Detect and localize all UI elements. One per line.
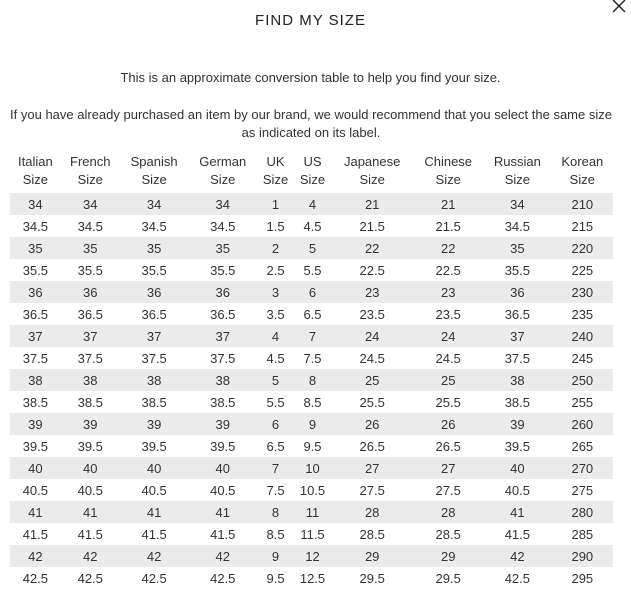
table-cell: 27.5: [359, 482, 385, 498]
table-cell: 37: [10, 325, 61, 347]
column-header-system: Japanese: [343, 154, 401, 169]
table-cell: 42.5: [22, 570, 48, 586]
table-cell: 35: [61, 237, 120, 259]
table-cell: 34.5: [210, 218, 236, 234]
table-cell: 21.5: [359, 218, 385, 234]
table-cell: 42.5: [141, 570, 167, 586]
column-header: [483, 153, 552, 193]
table-cell: 42: [10, 545, 61, 567]
table-cell: 12.5: [299, 570, 326, 586]
table-cell: 36.5: [504, 306, 530, 322]
table-cell: 35.5: [210, 262, 236, 278]
table-cell: 24: [413, 325, 483, 347]
column-header-system: Russian: [493, 154, 541, 169]
table-cell: 12: [294, 545, 331, 567]
table-cell: 8.5: [266, 526, 285, 542]
table-cell: 35.5: [504, 262, 530, 278]
table-cell: 24.5: [359, 350, 385, 366]
table-cell: 27: [331, 457, 413, 479]
table-cell: 25.5: [435, 394, 461, 410]
table-cell: 295: [571, 570, 594, 586]
column-header-system: Korean: [561, 154, 604, 169]
table-cell: 27: [413, 457, 483, 479]
table-cell: 42: [188, 545, 257, 567]
table-cell: 7.5: [266, 482, 285, 498]
table-cell: 25: [331, 369, 413, 391]
table-cell: 39: [483, 413, 552, 435]
column-header-unit: Size: [435, 172, 461, 187]
table-cell: 28.5: [435, 526, 461, 542]
table-cell: 40.5: [22, 482, 48, 498]
table-cell: 7.5: [303, 350, 322, 366]
table-cell: 9.5: [266, 570, 285, 586]
table-cell: 42.5: [210, 570, 236, 586]
table-cell: 250: [552, 369, 613, 391]
table-row: [10, 237, 613, 259]
table-cell: 1: [257, 193, 294, 215]
column-header-unit: Size: [299, 172, 326, 187]
table-cell: 220: [552, 237, 613, 259]
table-row: [10, 281, 613, 303]
column-header-system: German: [199, 154, 247, 169]
table-row: [10, 479, 613, 501]
table-cell: 24: [331, 325, 413, 347]
table-row: [10, 523, 613, 545]
table-cell: 40: [120, 457, 189, 479]
table-cell: 215: [571, 218, 594, 234]
table-cell: 40.5: [504, 482, 530, 498]
table-cell: 22: [413, 237, 483, 259]
table-cell: 275: [571, 482, 594, 498]
column-header-unit: Size: [569, 172, 595, 187]
table-cell: 29: [331, 545, 413, 567]
table-cell: 24.5: [435, 350, 461, 366]
table-cell: 22.5: [435, 262, 461, 278]
table-cell: 35.5: [77, 262, 103, 278]
table-cell: 37.5: [504, 350, 530, 366]
table-cell: 41: [188, 501, 257, 523]
table-cell: 37: [120, 325, 189, 347]
size-conversion-table: [10, 153, 613, 589]
table-cell: 41.5: [77, 526, 103, 542]
table-cell: 25: [413, 369, 483, 391]
table-cell: 38: [120, 369, 189, 391]
table-cell: 4: [294, 193, 331, 215]
table-cell: 26.5: [359, 438, 385, 454]
table-cell: 6: [294, 281, 331, 303]
table-cell: 37: [483, 325, 552, 347]
table-cell: 8.5: [303, 394, 322, 410]
table-cell: 37: [61, 325, 120, 347]
table-cell: 35.5: [22, 262, 48, 278]
header-row: [10, 153, 613, 193]
table-cell: 42.5: [77, 570, 103, 586]
table-cell: 28: [413, 501, 483, 523]
table-cell: 34.5: [77, 218, 103, 234]
table-cell: 36: [188, 281, 257, 303]
table-cell: 42.5: [504, 570, 530, 586]
column-header-unit: Size: [359, 172, 385, 187]
table-cell: 9: [257, 545, 294, 567]
table-cell: 28: [331, 501, 413, 523]
table-cell: 22.5: [359, 262, 385, 278]
table-cell: 35: [120, 237, 189, 259]
table-cell: 38.5: [141, 394, 167, 410]
table-body: [10, 193, 613, 589]
table-cell: 41.5: [141, 526, 167, 542]
column-header-unit: Size: [504, 172, 530, 187]
table-cell: 27.5: [435, 482, 461, 498]
table-cell: 35.5: [141, 262, 167, 278]
table-cell: 8: [294, 369, 331, 391]
table-row: [10, 457, 613, 479]
table-cell: 23: [331, 281, 413, 303]
table-row: [10, 369, 613, 391]
table-cell: 230: [552, 281, 613, 303]
table-cell: 5.5: [266, 394, 285, 410]
table-cell: 34: [483, 193, 552, 215]
table-row: [10, 545, 613, 567]
table-cell: 39: [61, 413, 120, 435]
table-cell: 34: [188, 193, 257, 215]
table-cell: 26.5: [435, 438, 461, 454]
table-cell: 36.5: [77, 306, 103, 322]
table-cell: 36.5: [22, 306, 48, 322]
table-cell: 11: [294, 501, 331, 523]
table-row: [10, 325, 613, 347]
table-cell: 36.5: [210, 306, 236, 322]
column-header-system: US: [303, 154, 322, 169]
column-header: [188, 153, 257, 193]
table-cell: 6: [257, 413, 294, 435]
table-cell: 34: [120, 193, 189, 215]
table-cell: 39.5: [22, 438, 48, 454]
table-cell: 41: [483, 501, 552, 523]
table-cell: 39.5: [77, 438, 103, 454]
column-header-system: Italian: [17, 154, 53, 169]
table-cell: 34.5: [504, 218, 530, 234]
table-cell: 2: [257, 237, 294, 259]
column-header-unit: Size: [22, 172, 48, 187]
table-cell: 39: [188, 413, 257, 435]
table-cell: 38.5: [77, 394, 103, 410]
table-cell: 23: [413, 281, 483, 303]
table-cell: 36: [61, 281, 120, 303]
table-row: [10, 501, 613, 523]
table-cell: 270: [552, 457, 613, 479]
table-cell: 21.5: [435, 218, 461, 234]
table-row: [10, 391, 613, 413]
table-cell: 40.5: [141, 482, 167, 498]
table-cell: 36: [483, 281, 552, 303]
table-row: [10, 259, 613, 281]
table-cell: 245: [571, 350, 594, 366]
table-cell: 9.5: [303, 438, 322, 454]
table-cell: 28.5: [359, 526, 385, 542]
table-cell: 34.5: [141, 218, 167, 234]
table-header: [10, 153, 613, 193]
intro-text: This is an approximate conversion table to help you find your size.: [120, 70, 501, 85]
table-cell: 6.5: [303, 306, 322, 322]
table-cell: 34.5: [22, 218, 48, 234]
table-cell: 26: [331, 413, 413, 435]
table-cell: 37.5: [141, 350, 167, 366]
table-cell: 290: [552, 545, 613, 567]
table-cell: 40: [483, 457, 552, 479]
table-cell: 40.5: [77, 482, 103, 498]
column-header: [257, 153, 294, 193]
column-header-unit: Size: [262, 172, 289, 187]
column-header-system: Spanish: [130, 154, 178, 169]
table-row: [10, 435, 613, 457]
table-cell: 4.5: [266, 350, 285, 366]
table-cell: 41: [10, 501, 61, 523]
table-cell: 2.5: [266, 262, 285, 278]
table-cell: 36: [120, 281, 189, 303]
column-header-system: Chinese: [424, 154, 473, 169]
table-cell: 21: [413, 193, 483, 215]
table-cell: 29.5: [359, 570, 385, 586]
table-cell: 38.5: [504, 394, 530, 410]
table-cell: 235: [571, 306, 594, 322]
table-cell: 5: [257, 369, 294, 391]
table-cell: 35: [10, 237, 61, 259]
table-cell: 29.5: [435, 570, 461, 586]
table-cell: 39: [120, 413, 189, 435]
table-cell: 255: [571, 394, 594, 410]
table-cell: 40: [188, 457, 257, 479]
table-row: [10, 193, 613, 215]
table-cell: 4: [257, 325, 294, 347]
column-header-unit: Size: [77, 172, 103, 187]
table-cell: 3.5: [266, 306, 285, 322]
recommendation-text: If you have already purchased an item by our brand, we would recommend that you select the same size as indicated on its label.: [10, 107, 612, 140]
table-cell: 260: [552, 413, 613, 435]
table-cell: 210: [552, 193, 613, 215]
table-cell: 40: [61, 457, 120, 479]
table-cell: 23.5: [435, 306, 461, 322]
table-cell: 36.5: [141, 306, 167, 322]
column-header-system: French: [70, 154, 111, 169]
table-cell: 21: [331, 193, 413, 215]
modal-title: FIND MY SIZE: [255, 12, 366, 29]
table-cell: 29: [413, 545, 483, 567]
table-row: [10, 567, 613, 589]
table-cell: 7: [257, 457, 294, 479]
table-cell: 38.5: [22, 394, 48, 410]
table-cell: 9: [294, 413, 331, 435]
table-cell: 42: [120, 545, 189, 567]
table-cell: 40: [10, 457, 61, 479]
table-cell: 38: [10, 369, 61, 391]
table-cell: 5: [294, 237, 331, 259]
table-row: [10, 413, 613, 435]
column-header: [331, 153, 413, 193]
table-cell: 285: [571, 526, 594, 542]
table-cell: 5.5: [303, 262, 322, 278]
column-header: [61, 153, 120, 193]
table-cell: 42: [483, 545, 552, 567]
table-cell: 41: [61, 501, 120, 523]
table-cell: 40.5: [210, 482, 236, 498]
column-header-unit: Size: [141, 172, 167, 187]
column-header: [120, 153, 189, 193]
table-cell: 280: [552, 501, 613, 523]
table-cell: 10: [294, 457, 331, 479]
table-cell: 225: [571, 262, 594, 278]
column-header-system: UK: [266, 154, 285, 169]
column-header: [10, 153, 61, 193]
table-cell: 265: [571, 438, 594, 454]
table-cell: 11.5: [300, 526, 325, 542]
table-cell: 23.5: [359, 306, 385, 322]
table-cell: 25.5: [359, 394, 385, 410]
table-cell: 41.5: [210, 526, 236, 542]
table-cell: 37.5: [210, 350, 236, 366]
table-cell: 26: [413, 413, 483, 435]
column-header: [294, 153, 331, 193]
table-cell: 34: [61, 193, 120, 215]
table-cell: 7: [294, 325, 331, 347]
table-cell: 39.5: [504, 438, 530, 454]
table-cell: 37: [188, 325, 257, 347]
table-cell: 41: [120, 501, 189, 523]
column-header: [552, 153, 613, 193]
table-cell: 240: [552, 325, 613, 347]
table-cell: 39.5: [141, 438, 167, 454]
table-row: [10, 215, 613, 237]
table-cell: 39.5: [210, 438, 236, 454]
table-cell: 1.5: [266, 218, 285, 234]
table-cell: 4.5: [303, 218, 322, 234]
table-cell: 41.5: [504, 526, 530, 542]
table-cell: 3: [257, 281, 294, 303]
table-cell: 42: [61, 545, 120, 567]
table-cell: 10.5: [299, 482, 326, 498]
table-cell: 37.5: [22, 350, 48, 366]
table-cell: 35: [188, 237, 257, 259]
table-cell: 22: [331, 237, 413, 259]
table-cell: 8: [257, 501, 294, 523]
column-header: [413, 153, 483, 193]
column-header-unit: Size: [210, 172, 236, 187]
table-cell: 35: [483, 237, 552, 259]
table-cell: 38: [61, 369, 120, 391]
table-cell: 38.5: [210, 394, 236, 410]
table-cell: 37.5: [77, 350, 103, 366]
table-cell: 38: [188, 369, 257, 391]
table-cell: 38: [483, 369, 552, 391]
table-cell: 6.5: [266, 438, 285, 454]
table-cell: 41.5: [22, 526, 48, 542]
table-row: [10, 347, 613, 369]
table-row: [10, 303, 613, 325]
table-cell: 39: [10, 413, 61, 435]
table-cell: 36: [10, 281, 61, 303]
table-cell: 34: [10, 193, 61, 215]
